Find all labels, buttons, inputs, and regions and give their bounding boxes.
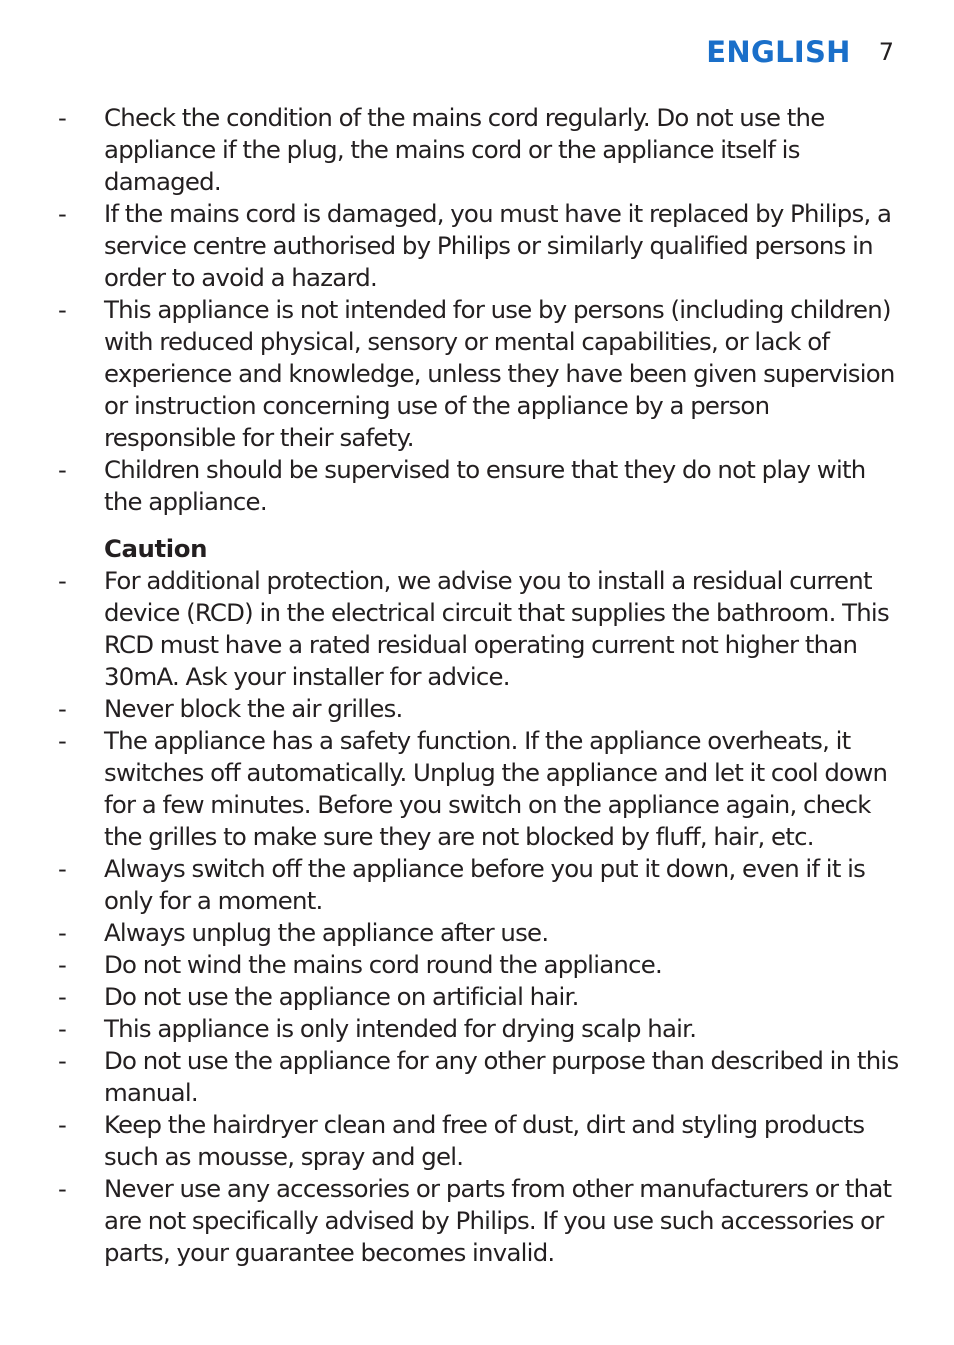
list-item [0,917,954,949]
list-item-text: Always unplug the appliance after use. [104,918,549,947]
list-item [0,1045,954,1109]
list-item-text: The appliance has a safety function. If the appliance overheats, it switches off automatically. Unplug the appliance and let it cool down for a few minutes. Before you switch on the appliance again, check the grilles to make sure they are not blocked by fluff, hair, etc. [104,726,888,851]
list-item [0,454,954,518]
bullet-dash: - [58,103,67,132]
list-item-text: This appliance is only intended for drying scalp hair. [104,1014,697,1043]
bullet-dash: - [58,918,67,947]
list-item [0,981,954,1013]
list-item-text: Do not wind the mains cord round the appliance. [104,950,663,979]
list-item [0,853,954,917]
bullet-dash: - [58,1174,67,1203]
bullet-dash: - [58,694,67,723]
list-item [0,949,954,981]
list-item-text: Never use any accessories or parts from other manufacturers or that are not specifically advised by Philips. If you use such accessories or parts, your guarantee becomes invalid. [104,1174,892,1267]
warnings-list [0,102,954,518]
bullet-dash: - [58,455,67,484]
list-item-text: This appliance is not intended for use by persons (including children) with reduced physical, sensory or mental capabilities, or lack of experience and knowledge, unless they have been given supervision or instruction concerning use of the appliance by a person responsible for their safety. [104,295,895,452]
list-item [0,102,954,198]
page-content [0,102,954,1269]
bullet-dash: - [58,854,67,883]
bullet-dash: - [58,950,67,979]
bullet-dash: - [58,1046,67,1075]
bullet-dash: - [58,726,67,755]
list-item [0,198,954,294]
list-item-text: Do not use the appliance on artificial hair. [104,982,579,1011]
list-item [0,1173,954,1269]
language-label: ENGLISH [706,35,851,69]
list-item-text: Always switch off the appliance before you put it down, even if it is only for a moment. [104,854,866,915]
list-item-text: Children should be supervised to ensure that they do not play with the appliance. [104,455,866,516]
bullet-dash: - [58,295,67,324]
bullet-dash: - [58,1014,67,1043]
list-item [0,1109,954,1173]
caution-list [0,565,954,1269]
list-item-text: Never block the air grilles. [104,694,403,723]
list-item-text: For additional protection, we advise you to install a residual current device (RCD) in the electrical circuit that supplies the bathroom. This RCD must have a rated residual operating current not higher than 30mA. Ask your installer for advice. [104,566,889,691]
bullet-dash: - [58,199,67,228]
list-item [0,294,954,454]
bullet-dash: - [58,982,67,1011]
list-item [0,565,954,693]
list-item-text: Check the condition of the mains cord regularly. Do not use the appliance if the plug, the mains cord or the appliance itself is damaged. [104,103,825,196]
list-item [0,725,954,853]
bullet-dash: - [58,1110,67,1139]
list-item-text: If the mains cord is damaged, you must have it replaced by Philips, a service centre authorised by Philips or similarly qualified persons in order to avoid a hazard. [104,199,892,292]
list-item-text: Keep the hairdryer clean and free of dust, dirt and styling products such as mousse, spray and gel. [104,1110,865,1171]
page-header [706,30,894,74]
list-item-text: Do not use the appliance for any other purpose than described in this manual. [104,1046,899,1107]
bullet-dash: - [58,566,67,595]
list-item [0,693,954,725]
list-item [0,1013,954,1045]
caution-heading: Caution [104,534,208,563]
page-number: 7 [878,38,894,66]
